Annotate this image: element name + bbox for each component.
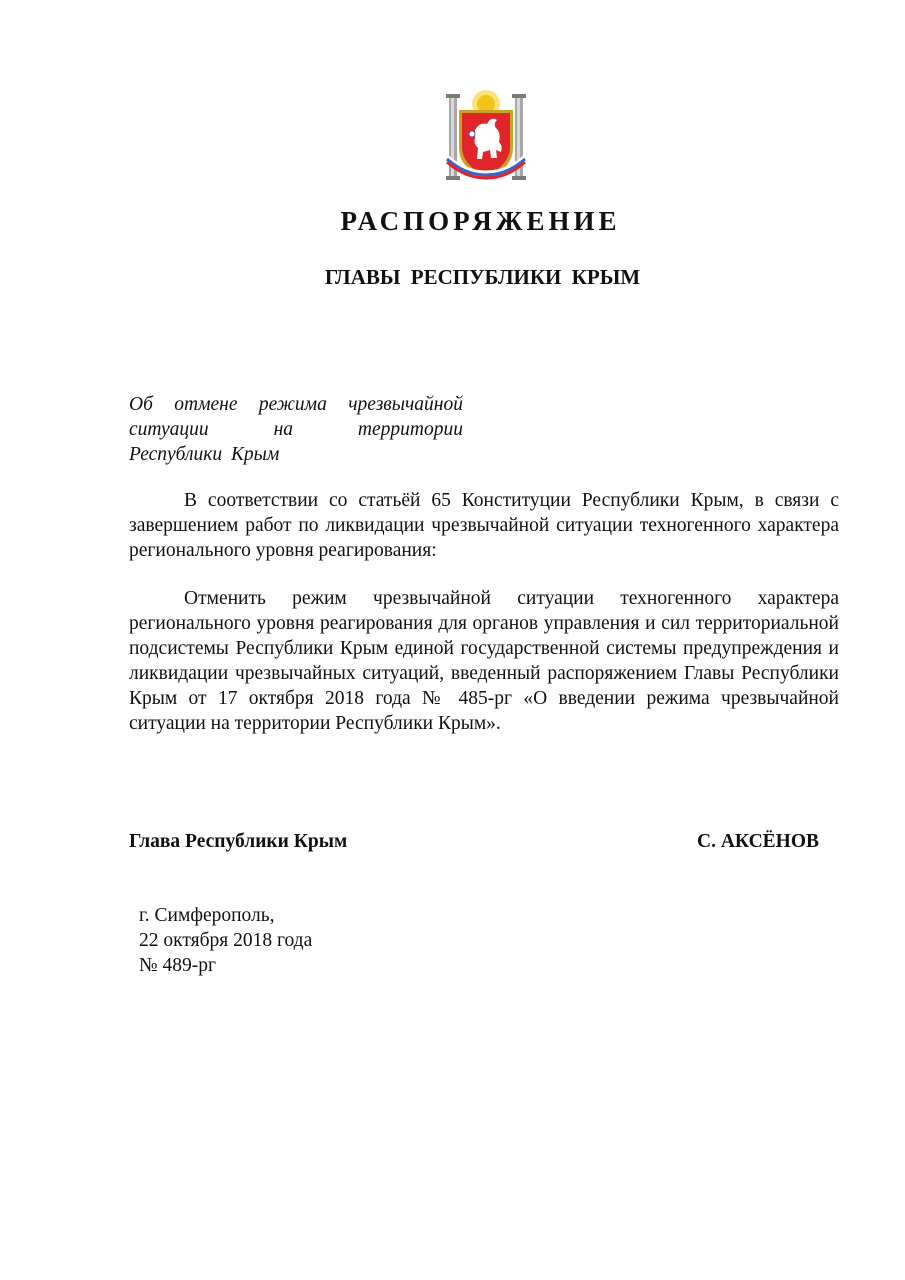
subject-word: режима	[258, 394, 327, 415]
signatory-position: Глава Республики Крым	[129, 831, 348, 852]
subject-word: Об	[129, 394, 153, 415]
subject-line-1	[129, 392, 463, 417]
subject-word: отмене	[174, 394, 238, 415]
document-title: РАСПОРЯЖЕНИЕ	[340, 206, 621, 236]
subject-word: на	[273, 419, 294, 440]
signatory-name: С. АКСЁНОВ	[697, 831, 819, 852]
document-footer	[139, 903, 312, 978]
document-subject	[129, 392, 463, 467]
footer-number: № 489-рг	[139, 955, 216, 976]
document-subtitle: ГЛАВЫ РЕСПУБЛИКИ КРЫМ	[324, 265, 641, 289]
footer-city: г. Симферополь,	[139, 905, 275, 926]
coat-of-arms-emblem	[441, 86, 531, 184]
subject-line-3: Республики Крым	[129, 444, 280, 465]
body-paragraph-2: Отменить режим чрезвычайной ситуации техногенного характера регионального уровня реагирования для органов управления и сил территориальной подсистемы Республики Крым единой государственной системы предупреждения и ликвидации чрезвычайных ситуаций, введенный распоряжением Главы Республики Крым от 17 октября 2018 года № 485-рг «О введении режима чрезвычайной ситуации на территории Республики Крым».	[129, 588, 839, 734]
subject-word: ситуации	[129, 419, 209, 440]
subject-word: территории	[357, 419, 463, 440]
subject-word: чрезвычайной	[348, 394, 463, 415]
subject-line-2	[129, 417, 463, 442]
coat-of-arms-icon	[441, 86, 531, 184]
body-paragraph-1: В соответствии со статьёй 65 Конституции Республики Крым, в связи с завершением работ по ликвидации чрезвычайной ситуации техногенного характера регионального уровня реагирования:	[129, 490, 839, 561]
footer-date: 22 октября 2018 года	[139, 930, 313, 951]
